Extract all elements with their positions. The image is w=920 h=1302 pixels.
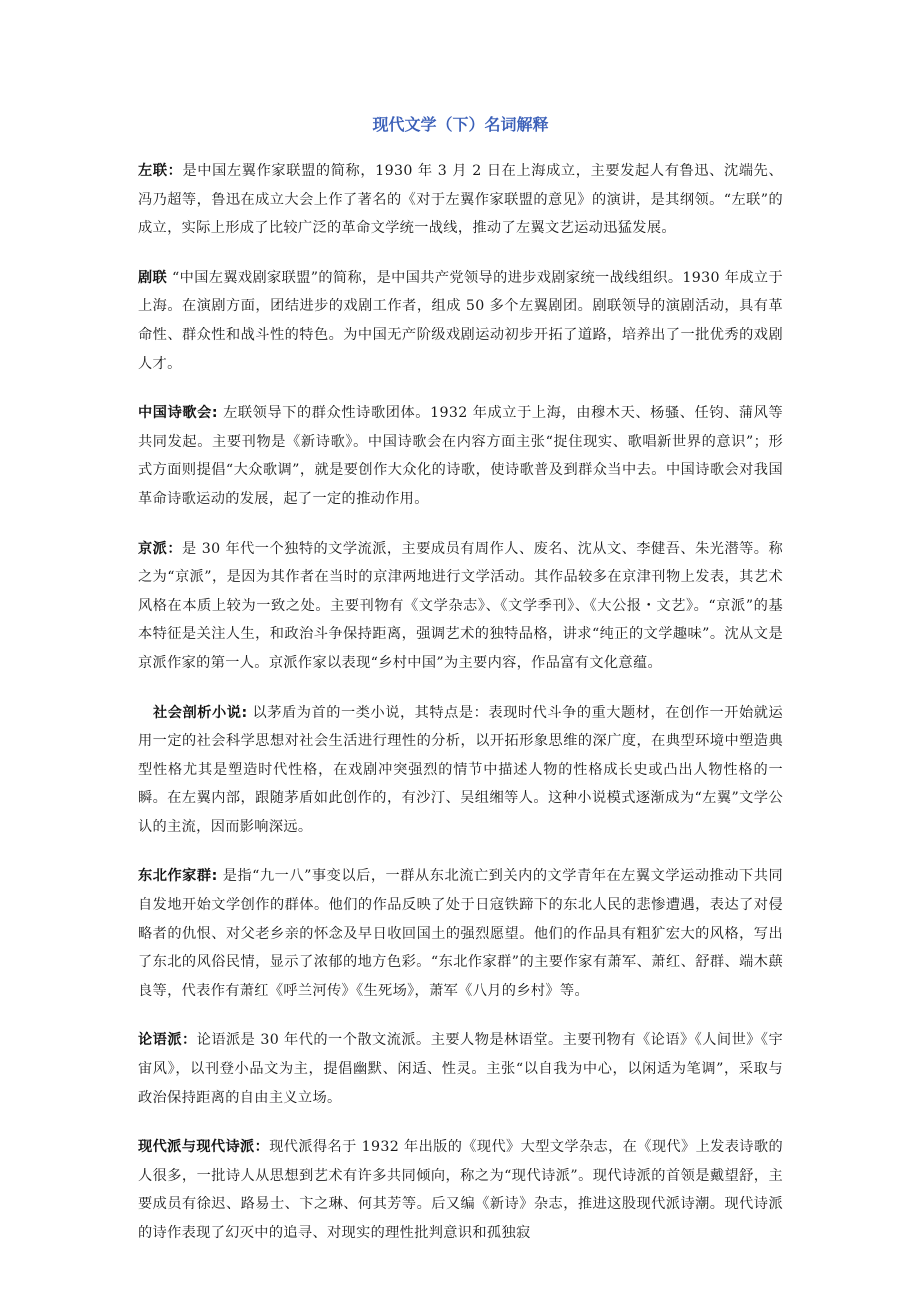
entry-text: 是中国左翼作家联盟的简称，1930 年 3 月 2 日在上海成立，主要发起人有鲁迅、沈端先、冯乃超等，鲁迅在成立大会上作了著名的《对于左翼作家联盟的意见》的演讲，是其纲领。“左联”的成立，实际上形成了比较广泛的革命文学统一战线，推动了左翼文艺运动迅猛发展。 xyxy=(138,163,784,237)
entry-term: 中国诗歌会: xyxy=(138,405,218,422)
entry-julian xyxy=(138,264,783,378)
entry-zuolian xyxy=(138,157,783,243)
entry-text: 以茅盾为首的一类小说，其特点是：表现时代斗争的重大题材，在创作一开始就运用一定的社会科学思想对社会生活进行理性的分析，以开拓形象思维的深广度，在典型环境中塑造典型性格尤其是塑造时代性格，在戏剧冲突强烈的情节中描述人物的性格成长史或凸出人物性格的一瞬。在左翼内部，跟随茅盾如此创作的，有沙汀、吴组缃等人。这种小说模式逐渐成为“左翼”文学公认的主流，因而影响深远。 xyxy=(138,704,783,835)
entry-term: 东北作家群: xyxy=(138,868,218,885)
entry-text: 左联领导下的群众性诗歌团体。1932 年成立于上海，由穆木天、杨骚、任钧、蒲风等共同发起。主要刊物是《新诗歌》。中国诗歌会在内容方面主张“捉住现实、歌唱新世界的意识”；形式方面则提倡“大众歌调”，就是要创作大众化的诗歌，使诗歌普及到群众当中去。中国诗歌会对我国革命诗歌运动的发展，起了一定的推动作用。 xyxy=(138,405,783,507)
entry-text: 是 30 年代一个独特的文学流派，主要成员有周作人、废名、沈从文、李健吾、朱光潜等。称之为“京派”，是因为其作者在当时的京津两地进行文学活动。其作品较多在京津刊物上发表，其艺术风格在本质上较为一致之处。主要刊物有《文学杂志》、《文学季刊》、《大公报・文艺》。“京派”的基本特征是关注人生，和政治斗争保持距离，强调艺术的独特品格，讲求“纯正的文学趣味”。沈从文是京派作家的第一人。京派作家以表现“乡村中国”为主要内容，作品富有文化意蕴。 xyxy=(138,540,783,671)
entry-text: 是指“九一八”事变以后，一群从东北流亡到关内的文学青年在左翼文学运动推动下共同自发地开始文学创作的群体。他们的作品反映了处于日寇铁蹄下的东北人民的悲惨遭遇，表达了对侵略者的仇恨、对父老乡亲的怀念及早日收回国土的强烈愿望。他们的作品具有粗犷宏大的风格，写出了东北的风俗民情，显示了浓郁的地方色彩。“东北作家群”的主要作家有萧军、萧红、舒群、端木蕻良等，代表作有萧红《呼兰河传》《生死场》，萧军《八月的乡村》等。 xyxy=(138,868,783,999)
entry-northeast-writers xyxy=(138,862,783,1005)
entry-social-analysis-novel xyxy=(138,699,783,842)
entry-term: 剧联 xyxy=(138,269,168,286)
entry-term: 论语派： xyxy=(138,1032,197,1049)
entry-jingpai xyxy=(138,535,783,678)
entry-modernist-school xyxy=(138,1133,783,1247)
entry-text: “中国左翼戏剧家联盟”的简称，是中国共产党领导的进步戏剧家统一战线组织。1930 年成立于上海。在演剧方面，团结进步的戏剧工作者，组成 50 多个左翼剧团。剧联领导的演剧活动，具有革命性、群众性和战斗性的特色。为中国无产阶级戏剧运动初步开拓了道路，培养出了一批优秀的戏剧人才。 xyxy=(138,269,783,372)
entry-lunyu-school xyxy=(138,1026,783,1112)
entry-term: 左联： xyxy=(138,163,183,179)
entry-term: 社会剖析小说: xyxy=(153,704,248,721)
entry-term: 京派： xyxy=(138,540,183,557)
document-page xyxy=(138,113,783,1269)
entry-text: 论语派是 30 年代的一个散文流派。主要人物是林语堂。主要刊物有《论语》《人间世》《宇宙风》，以刊登小品文为主，提倡幽默、闲适、性灵。主张“以自我为中心，以闲适为笔调”，采取与政治保持距离的自由主义立场。 xyxy=(138,1032,783,1106)
entry-text: 现代派得名于 1932 年出版的《现代》大型文学杂志，在《现代》上发表诗歌的人很多，一批诗人从思想到艺术有许多共同倾向，称之为“现代诗派”。现代诗派的首领是戴望舒，主要成员有徐迟、路易士、卞之琳、何其芳等。后又编《新诗》杂志，推进这股现代派诗潮。现代诗派的诗作表现了幻灭中的追寻、对现实的理性批判意识和孤独寂 xyxy=(138,1139,783,1241)
document-title: 现代文学（下）名词解释 xyxy=(372,115,549,134)
entry-china-poetry-society xyxy=(138,399,783,513)
entry-term: 现代派与现代诗派： xyxy=(138,1139,270,1156)
